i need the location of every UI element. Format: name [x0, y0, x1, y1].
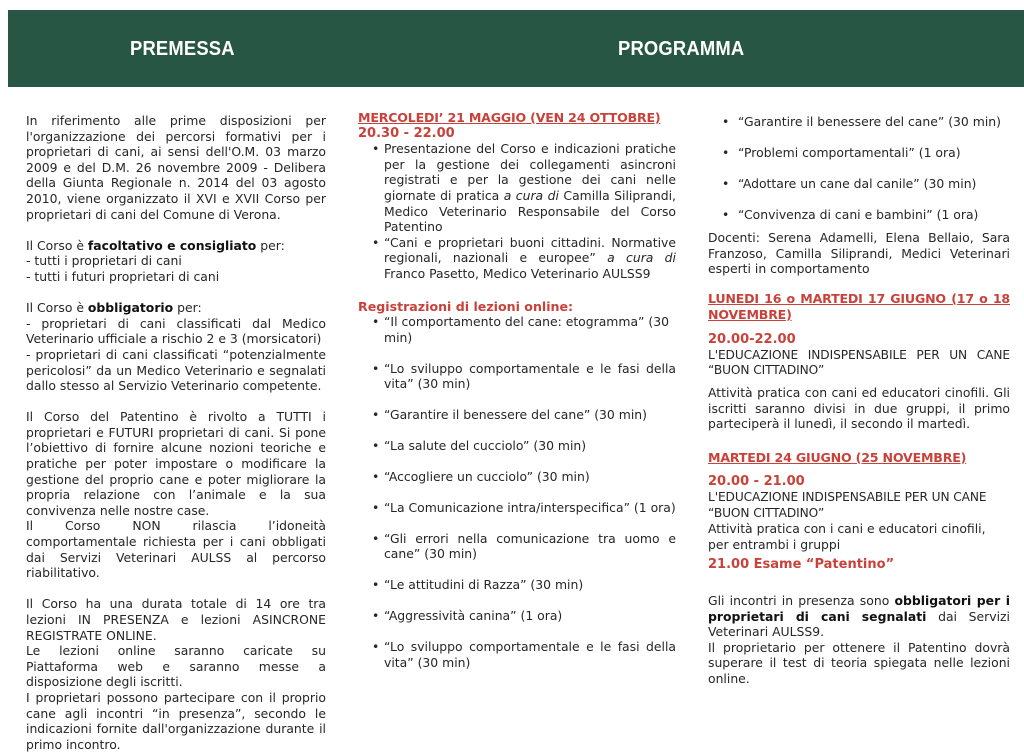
session2-date: LUNEDI 16 o MARTEDI 17 GIUGNO (17 o 18 NOVEMBRE)	[708, 291, 1010, 322]
obbligatorio-bold: obbligatorio	[87, 300, 174, 316]
online-lesson-item: • “Adottare un cane dal canile” (30 min)	[738, 176, 1010, 192]
online-lesson-item: • “Accogliere un cucciolo” (30 min)	[384, 469, 676, 485]
item-text: “Cani e proprietari buoni cittadini. Normative regionali, nazionali e europee”	[384, 234, 676, 266]
online-lesson-item: • “La Comunicazione intra/interspecifica” (1 ora)	[384, 500, 676, 516]
session2-title: L'EDUCAZIONE INDISPENSABILE PER UN CANE “BUON CITTADINO”	[708, 347, 1010, 378]
online-lesson-item: • “Lo sviluppo comportamentale e le fasi della vita” (30 min)	[384, 639, 676, 670]
obbligatorio-prefix: Il Corso è	[26, 300, 88, 316]
online-lesson-item: • “Le attitudini di Razza” (30 min)	[384, 577, 676, 593]
programma-title: PROGRAMMA	[618, 38, 745, 60]
docenti: Docenti: Serena Adamelli, Elena Bellaio, Sara Franzoso, Camilla Siliprandi, Medici Veterinari esperti in comportamento	[708, 230, 1010, 277]
online-lessons-list	[358, 314, 676, 670]
facoltativo-heading	[26, 238, 326, 254]
online-lesson-item: • “La salute del cucciolo” (30 min)	[384, 438, 676, 454]
online-lesson-item: • “Problemi comportamentali” (1 ora)	[738, 145, 1010, 161]
header-band	[8, 10, 1024, 87]
item-italic: a cura di	[607, 250, 676, 266]
obbligatorio-item: - proprietari di cani classificati dal Medico Veterinario ufficiale a rischio 2 e 3 (morsicatori)	[26, 315, 326, 347]
session3-time: 20.00 - 21.00	[708, 474, 805, 490]
premessa-column	[26, 113, 326, 752]
session1-date: MERCOLEDI’ 21 MAGGIO (VEN 24 OTTOBRE)	[358, 110, 661, 125]
session3-date: MARTEDI 24 GIUGNO (25 NOVEMBRE)	[708, 449, 967, 465]
programma-column-1	[358, 110, 676, 685]
facoltativo-item: - tutti i proprietari di cani	[26, 253, 182, 269]
premessa-title: PREMESSA	[130, 38, 235, 60]
facoltativo-prefix: Il Corso è	[26, 237, 88, 253]
obbligatorio-suffix: per:	[173, 300, 202, 316]
session1-time: 20.30 - 22.00	[358, 125, 455, 141]
item-text: Franco Pasetto, Medico Veterinario AULSS9	[384, 265, 651, 281]
session2-description: Attività pratica con cani ed educatori cinofili. Gli iscritti saranno divisi in due gruppi, il primo parteciperà il lunedì, il secondo il martedì.	[708, 385, 1010, 432]
test-note: Il proprietario per ottenere il Patentino dovrà superare il test di teoria spiegata nelle lezioni online.	[708, 639, 1010, 686]
online-lessons-title: Registrazioni di lezioni online:	[358, 298, 574, 314]
online-lesson-item: • “Aggressività canina” (1 ora)	[384, 608, 676, 624]
online-lesson-item: • “Il comportamento del cane: etogramma” (30 min)	[384, 314, 676, 345]
partecipare-paragraph: I proprietari possono partecipare con il proprio cane agli incontri “in presenza”, secondo le indicazioni fornite dall'organizzazione durante il primo incontro.	[26, 689, 326, 752]
obbligatorio-heading	[26, 300, 326, 316]
note-prefix: Gli incontri in presenza sono	[708, 592, 895, 608]
facoltativo-suffix: per:	[256, 237, 285, 253]
session1-item	[384, 141, 676, 235]
facoltativo-bold: facoltativo e consigliato	[87, 237, 257, 253]
programma-column-2	[708, 114, 1010, 687]
session3-exam: 21.00 Esame “Patentino”	[708, 557, 895, 573]
item-text: Camilla Siliprandi, Medico Veterinario Responsabile del Corso Patentino	[384, 187, 676, 235]
online-lesson-item: • “Garantire il benessere del cane” (30 min)	[738, 114, 1010, 130]
session1-item	[384, 235, 676, 282]
online-lesson-item: • “Garantire il benessere del cane” (30 min)	[384, 407, 676, 423]
non-rilascia-paragraph: Il Corso NON rilascia l’idoneità comportamentale richiesta per i cani obbligati dai Servizi Veterinari AULSS al percorso riabilitativo.	[26, 518, 326, 581]
obbligatorio-item: - proprietari di cani classificati “potenzialmente pericolosi” da un Medico Veterinario e segnalati dallo stesso al Servizio Veterinario competente.	[26, 346, 326, 394]
online-lesson-item: • “Convivenza di cani e bambini” (1 ora)	[738, 207, 1010, 223]
session1-list	[358, 141, 676, 281]
item-italic: a cura di	[503, 187, 559, 203]
obbligatori-note	[708, 593, 1010, 640]
online-lesson-item: • “Gli errori nella comunicazione tra uomo e cane” (30 min)	[384, 531, 676, 562]
note-bold: obbligatori per i proprietari di cani segnalati	[708, 592, 1010, 624]
item-text: Presentazione del Corso e indicazioni pratiche per la gestione dei collegamenti asincroni registrati e per la gestione dei cani nelle giornate di pratica	[384, 141, 676, 203]
session2-time: 20.00-22.00	[708, 332, 796, 348]
patentino-paragraph: Il Corso del Patentino è rivolto a TUTTI i proprietari e FUTURI proprietari di cani. Si pone l’obiettivo di fornire alcune nozioni teoriche e pratiche per poter impostare o modificare la gestione del proprio cane e poter migliorare la propria relazione con l’animale e la sua convivenza nelle nostre case.	[26, 409, 326, 518]
note-suffix: dai Servizi Veterinari AULSS9.	[708, 608, 1010, 640]
online-paragraph: Le lezioni online saranno caricate su Piattaforma web e saranno messe a disposizione degli iscritti.	[26, 643, 326, 690]
session3-title: L'EDUCAZIONE INDISPENSABILE PER UN CANE “BUON CITTADINO”	[708, 489, 987, 520]
durata-paragraph: Il Corso ha una durata totale di 14 ore tra lezioni IN PRESENZA e lezioni ASINCRONE REGISTRATE ONLINE.	[26, 596, 326, 643]
online-lessons-list-continued	[708, 114, 1010, 222]
facoltativo-item: - tutti i futuri proprietari di cani	[26, 268, 220, 284]
session3-description: Attività pratica con i cani e educatori cinofili, per entrambi i gruppi	[708, 521, 986, 552]
premessa-intro: In riferimento alle prime disposizioni per l'organizzazione dei percorsi formativi per i proprietari di cani, ai sensi dell'O.M. 03 marzo 2009 e del D.M. 26 novembre 2009 - Delibera della Giunta Regionale n. 2014 del 03 agosto 2010, viene organizzato il XVI e XVII Corso per proprietari di cani del Comune di Verona.	[26, 113, 326, 222]
online-lesson-item: • “Lo sviluppo comportamentale e le fasi della vita” (30 min)	[384, 361, 676, 392]
